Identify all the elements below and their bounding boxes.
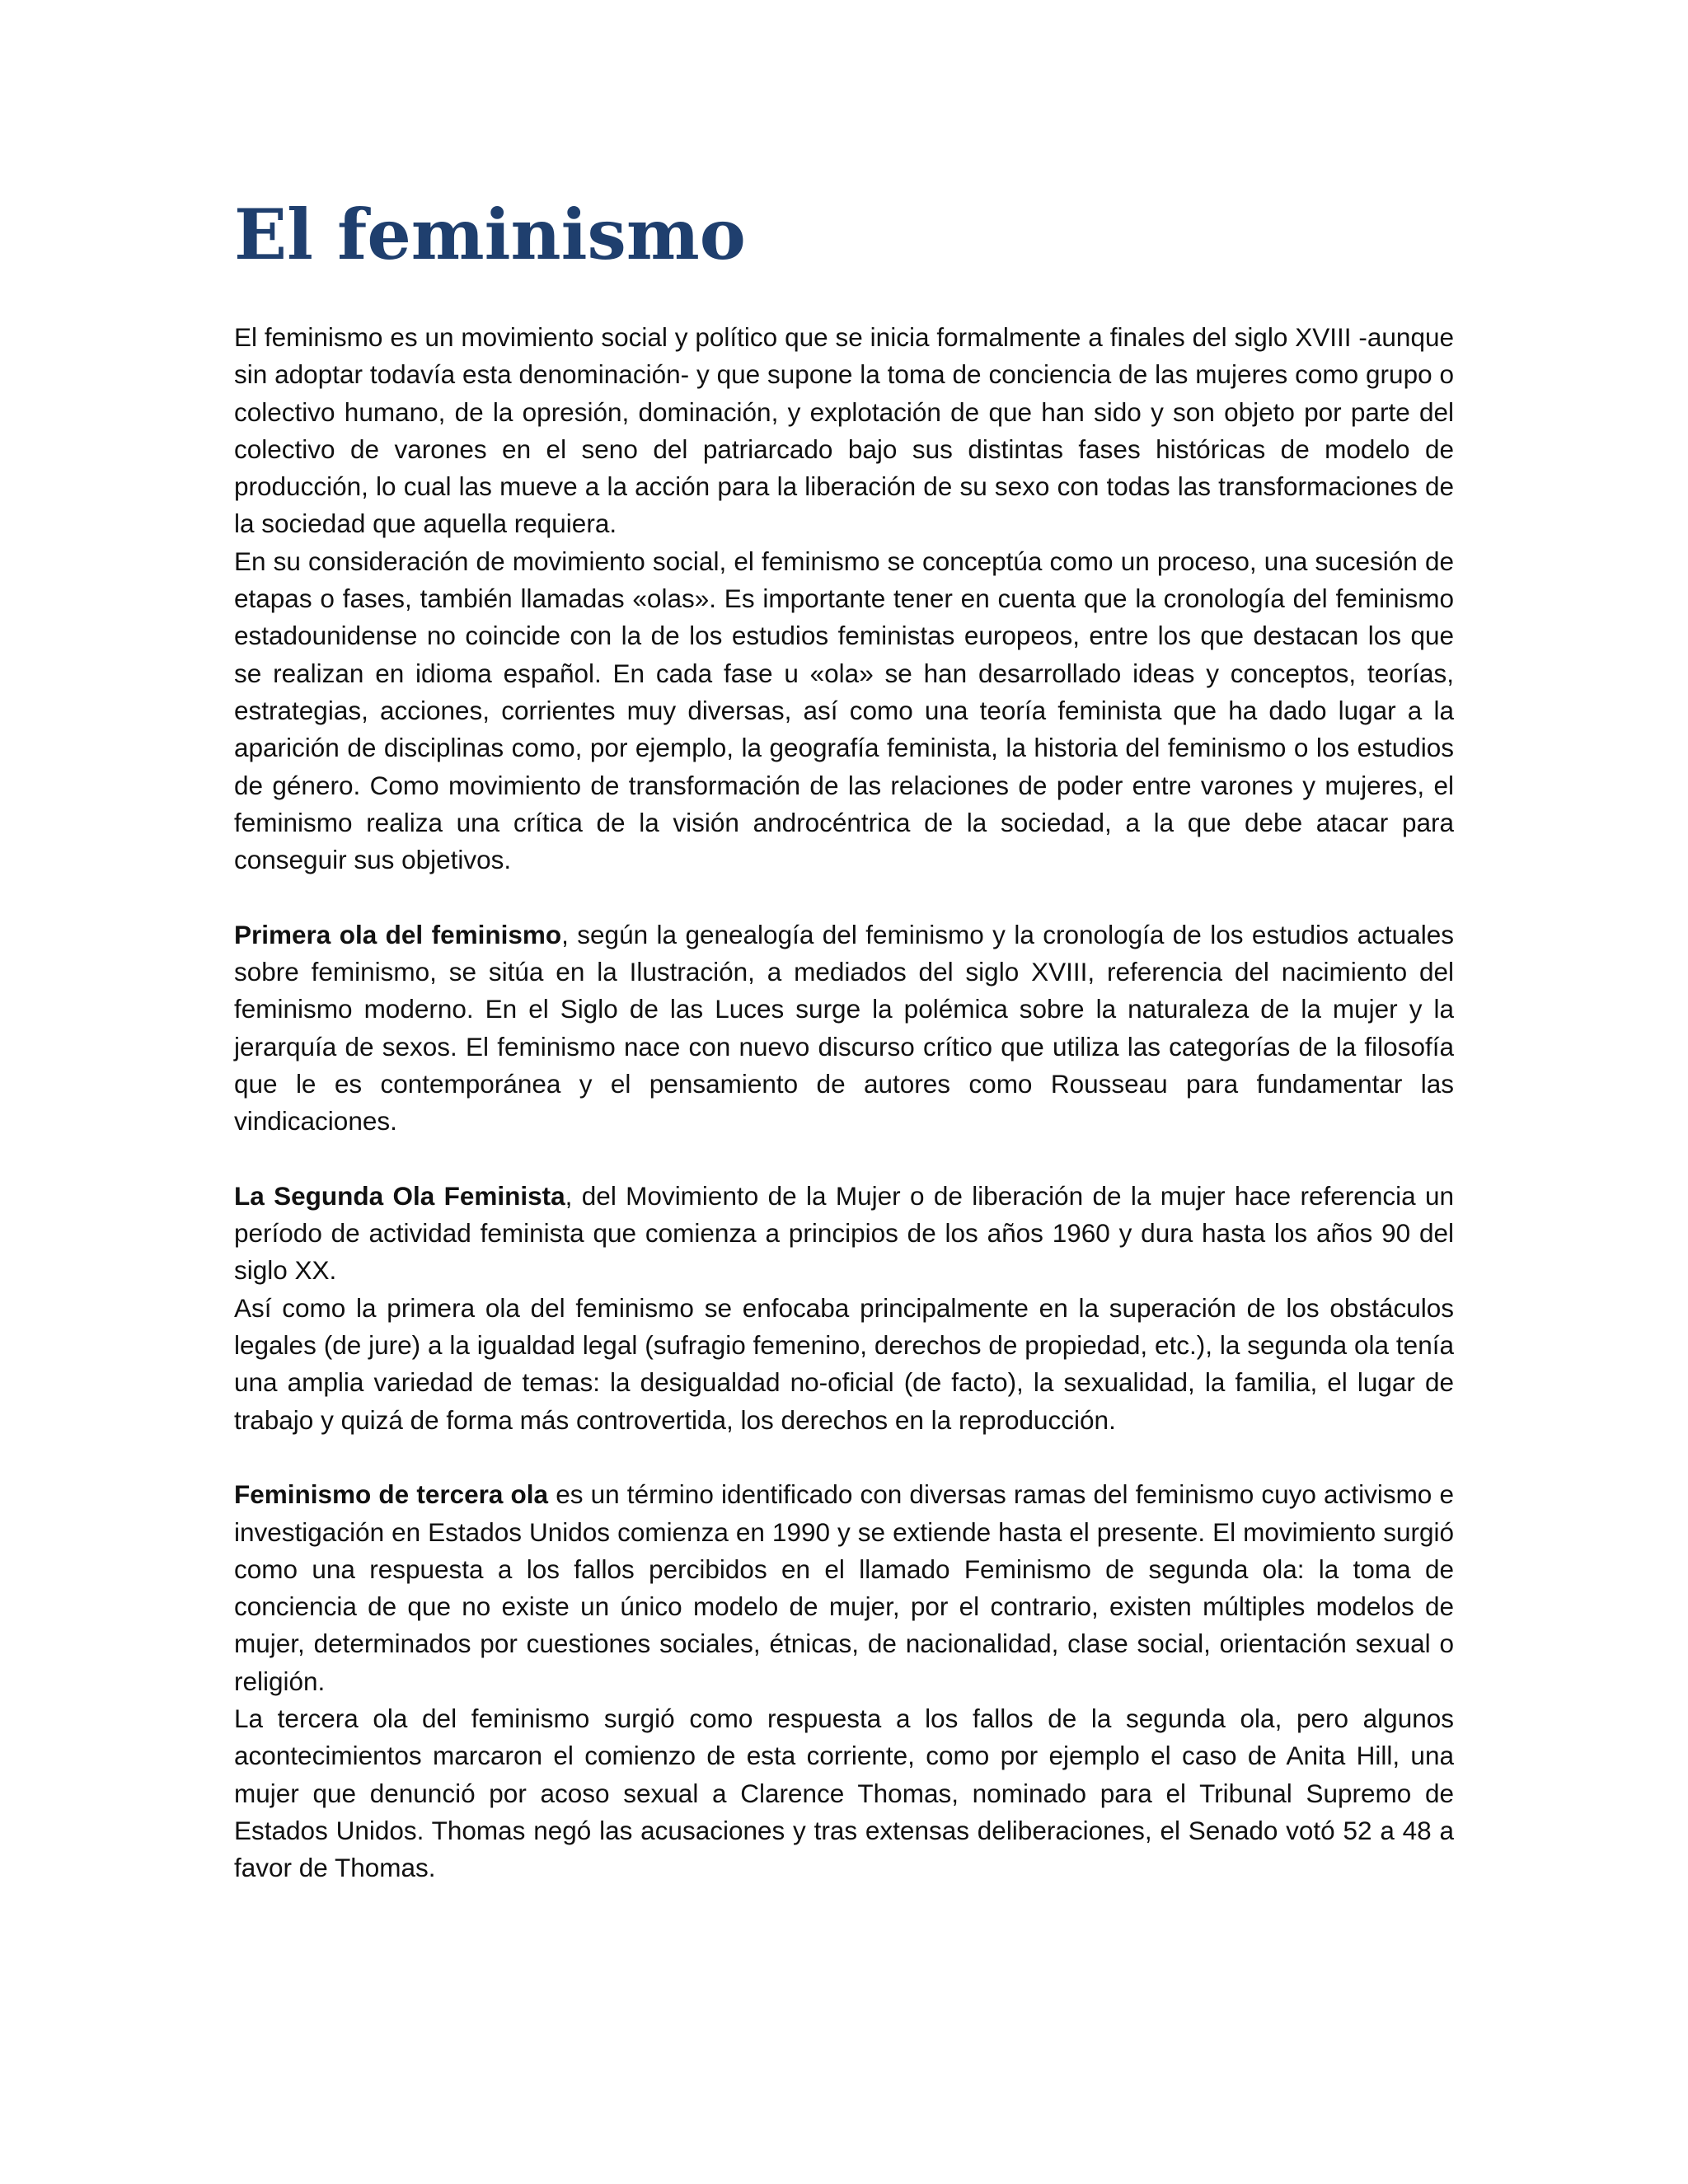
document-body [234,185,1454,1886]
second-wave-text: , del Movimiento de la Mujer o de liberación de la mujer hace referencia un período de actividad feminista que comienza a principios de los años 1960 y dura hasta los años 90 del siglo XX. [234,1180,1454,1286]
third-wave-paragraph [234,1476,1454,1700]
second-wave-paragraph [234,1178,1454,1290]
second-wave-heading: La Segunda Ola Feminista [234,1180,565,1211]
first-wave-text: , según la genealogía del feminismo y la cronología de los estudios actuales sobre feminismo, se sitúa en la Ilustración, a mediados del siglo XVIII, referencia del nacimiento del feminismo moderno. En el Siglo de las Luces surge la polémica sobre la naturaleza de la mujer y la jerarquía de sexos. El feminismo nace con nuevo discurso crítico que utiliza las categorías de la filosofía que le es contemporánea y el pensamiento de autores como Rousseau para fundamentar las vindicaciones. [234,919,1454,1137]
third-wave-text: es un término identificado con diversas ramas del feminismo cuyo activismo e investigación en Estados Unidos comienza en 1990 y se extiende hasta el presente. El movimiento surgió como una respuesta a los fallos percibidos en el llamado Feminismo de segunda ola: la toma de conciencia de que no existe un único modelo de mujer, por el contrario, existen múltiples modelos de mujer, determinados por cuestiones sociales, étnicas, de nacionalidad, clase social, orientación sexual o religión. [234,1479,1454,1696]
second-wave-paragraph-2: Así como la primera ola del feminismo se enfocaba principalmente en la superación de los obstáculos legales (de jure) a la igualdad legal (sufragio femenino, derechos de propiedad, etc.), la segunda ola tenía una amplia variedad de temas: la desigualdad no-oficial (de facto), la sexualidad, la familia, el lugar de trabajo y quizá de forma más controvertida, los derechos en la reproducción. [234,1292,1454,1435]
intro-paragraph-2: En su consideración de movimiento social, el feminismo se conceptúa como un proceso, una sucesión de etapas o fases, también llamadas «olas». Es importante tener en cuenta que la cronología del feminismo estadounidense no coincide con la de los estudios feministas europeos, entre los que destacan los que se realizan en idioma español. En cada fase u «ola» se han desarrollado ideas y conceptos, teorías, estrategias, acciones, corrientes muy diversas, así como una teoría feminista que ha dado lugar a la aparición de disciplinas como, por ejemplo, la geografía feminista, la historia del feminismo o los estudios de género. Como movimiento de transformación de las relaciones de poder entre varones y mujeres, el feminismo realiza una crítica de la visión androcéntrica de la sociedad, a la que debe atacar para conseguir sus objetivos. [234,546,1454,875]
third-wave-paragraph-2: La tercera ola del feminismo surgió como respuesta a los fallos de la segunda ola, pero algunos acontecimientos marcaron el comienzo de esta corriente, como por ejemplo el caso de Anita Hill, una mujer que denunció por acoso sexual a Clarence Thomas, nominado para el Tribunal Supremo de Estados Unidos. Thomas negó las acusaciones y tras extensas deliberaciones, el Senado votó 52 a 48 a favor de Thomas. [234,1703,1454,1883]
third-wave-heading: Feminismo de tercera ola [234,1479,549,1510]
first-wave-heading: Primera ola del feminismo [234,919,562,949]
intro-paragraph-1: El feminismo es un movimiento social y político que se inicia formalmente a finales del siglo XVIII -aunque sin adoptar todavía esta denominación- y que supone la toma de conciencia de las mujeres como grupo o colectivo humano, de la opresión, dominación, y explotación de que han sido y son objeto por parte del colectivo de varones en el seno del patriarcado bajo sus distintas fases históricas de modelo de producción, lo cual las mueve a la acción para la liberación de su sexo con todas las transformaciones de la sociedad que aquella requiera. [234,322,1454,539]
first-wave-paragraph [234,916,1454,1141]
page-title: El feminismo [234,194,746,275]
